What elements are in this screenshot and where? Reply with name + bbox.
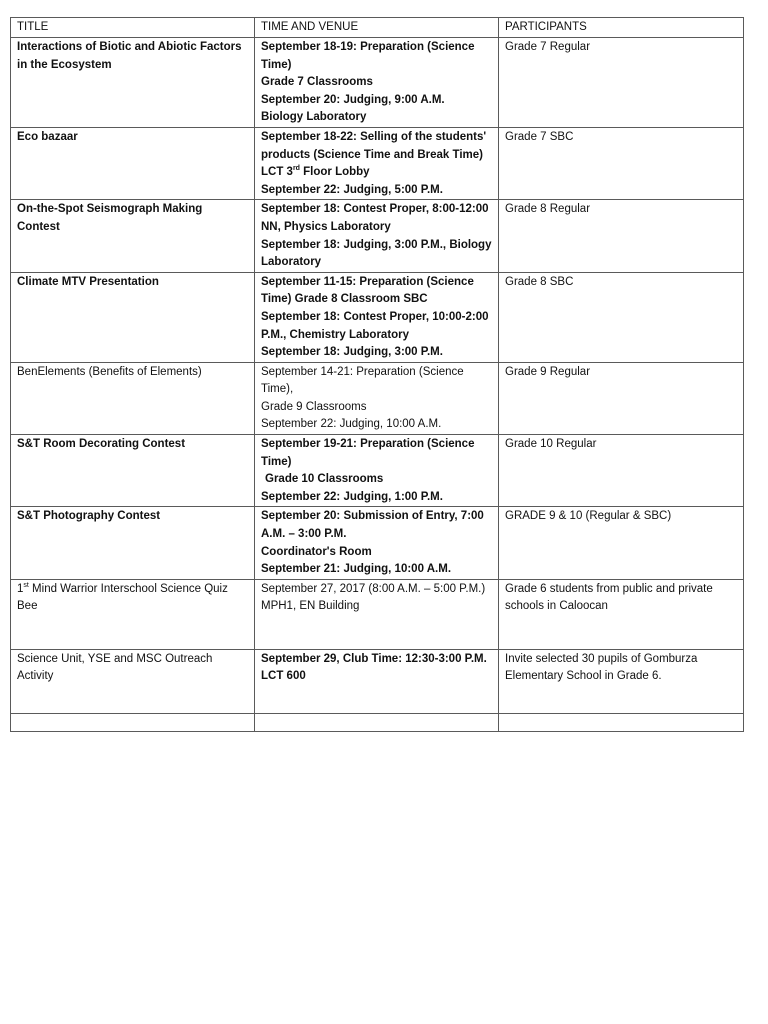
table-row xyxy=(11,38,744,128)
time-venue-cell: September 18: Contest Proper, 8:00-12:00 NN, Physics Laboratory September 18: Judging, 3:00 P.M., Biology Laboratory xyxy=(255,200,499,272)
table-row xyxy=(11,507,744,579)
time-venue-cell: September 14-21: Preparation (Science Time), Grade 9 Classrooms September 22: Judging, 10:00 A.M. xyxy=(255,362,499,434)
time-venue-cell: September 18-19: Preparation (Science Time) Grade 7 Classrooms September 20: Judging, 9:00 A.M. Biology Laboratory xyxy=(255,38,499,128)
schedule-table xyxy=(10,17,744,732)
table-row xyxy=(11,200,744,272)
activity-title: S&T Room Decorating Contest xyxy=(11,435,255,507)
empty-cell xyxy=(255,713,499,731)
header-time-venue: TIME AND VENUE xyxy=(255,18,499,38)
header-participants: PARTICIPANTS xyxy=(499,18,744,38)
participants-cell: Grade 9 Regular xyxy=(499,362,744,434)
participants-cell: Grade 6 students from public and private schools in Caloocan xyxy=(499,579,744,649)
time-venue-cell: September 18-22: Selling of the students' products (Science Time and Break Time) LCT 3rd Floor Lobby September 22: Judging, 5:00 P.M. xyxy=(255,127,499,199)
activity-title: BenElements (Benefits of Elements) xyxy=(11,362,255,434)
empty-cell xyxy=(11,713,255,731)
table-row xyxy=(11,272,744,362)
activity-title: Interactions of Biotic and Abiotic Factors in the Ecosystem xyxy=(11,38,255,128)
time-venue-cell: September 19-21: Preparation (Science Time) Grade 10 Classrooms September 22: Judging, 1:00 P.M. xyxy=(255,435,499,507)
participants-cell: GRADE 9 & 10 (Regular & SBC) xyxy=(499,507,744,579)
activity-title: S&T Photography Contest xyxy=(11,507,255,579)
participants-cell: Grade 8 SBC xyxy=(499,272,744,362)
time-venue-cell: September 27, 2017 (8:00 A.M. – 5:00 P.M.) MPH1, EN Building xyxy=(255,579,499,649)
table-row xyxy=(11,127,744,199)
table-row-empty xyxy=(11,713,744,731)
participants-cell: Grade 8 Regular xyxy=(499,200,744,272)
header-row xyxy=(11,18,744,38)
table-row xyxy=(11,435,744,507)
activity-title: Eco bazaar xyxy=(11,127,255,199)
participants-cell: Grade 7 SBC xyxy=(499,127,744,199)
activity-title: On-the-Spot Seismograph Making Contest xyxy=(11,200,255,272)
time-venue-cell: September 29, Club Time: 12:30-3:00 P.M. LCT 600 xyxy=(255,649,499,713)
table-row xyxy=(11,579,744,649)
table-row xyxy=(11,362,744,434)
table-row xyxy=(11,649,744,713)
participants-cell: Invite selected 30 pupils of Gomburza Elementary School in Grade 6. xyxy=(499,649,744,713)
participants-cell: Grade 7 Regular xyxy=(499,38,744,128)
empty-cell xyxy=(499,713,744,731)
activity-title: Climate MTV Presentation xyxy=(11,272,255,362)
time-venue-cell: September 20: Submission of Entry, 7:00 A.M. – 3:00 P.M. Coordinator's Room September 21: Judging, 10:00 A.M. xyxy=(255,507,499,579)
activity-title: Science Unit, YSE and MSC Outreach Activity xyxy=(11,649,255,713)
time-venue-cell: September 11-15: Preparation (Science Time) Grade 8 Classroom SBC September 18: Contest Proper, 10:00-2:00 P.M., Chemistry Laboratory September 18: Judging, 3:00 P.M. xyxy=(255,272,499,362)
participants-cell: Grade 10 Regular xyxy=(499,435,744,507)
activity-title: 1st Mind Warrior Interschool Science Quiz Bee xyxy=(11,579,255,649)
header-title: TITLE xyxy=(11,18,255,38)
